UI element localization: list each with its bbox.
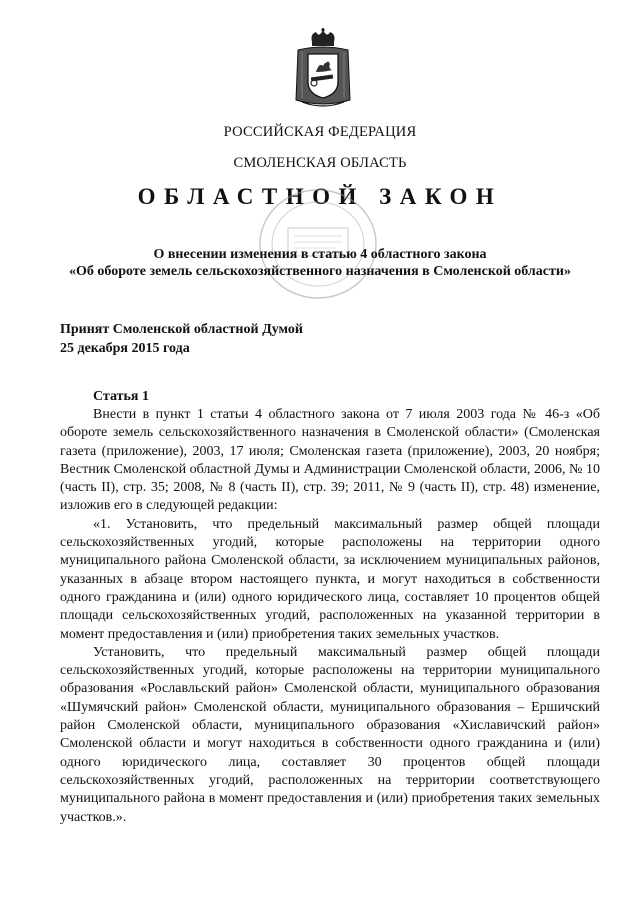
- article-paragraph: «1. Установить, что предельный максимальный размер общей площади сельскохозяйственных угодий, которые расположены на территории одного муниципального района Смоленской области, за исключением муниципальных районов, указанных в абзаце втором настоящего пункта, и могут находиться в собственности одного гражданина и (или) одного юридического лица, составляет 10 процентов общей площади сельскохозяйственных угодий, расположенных на указанной территории в момент предоставления и (или) приобретения таких земельных участков.: [60, 516, 600, 642]
- article-paragraph: Внести в пункт 1 статьи 4 областного закона от 7 июля 2003 года № 46-з «Об обороте земель сельскохозяйственного назначения в Смоленской области» (Смоленская газета (приложение), 2003, 17 июля; Смоленская газета (приложение), 2003, 20 ноября; Вестник Смоленской областной Думы и Администрации Смоленской области, 2006, № 10 (часть II), стр. 35; 2008, № 8 (часть II), стр. 39; 2011, № 9 (часть II), стр. 48) изменение, изложив его в следующей редакции:: [60, 407, 600, 514]
- article-body: [60, 406, 600, 827]
- adoption-info: [60, 320, 303, 358]
- coat-of-arms-icon: [292, 28, 354, 110]
- adoption-body: Принят Смоленской областной Думой: [60, 322, 303, 337]
- article-paragraph: Установить, что предельный максимальный размер общей площади сельскохозяйственных угодий, которые расположены на территории муниципального образования «Рославльский район» Смоленской области, муниципального образования «Шумячский район» Смоленской области, муниципального образования – Ершичский район Смоленской области, муниципального образования «Хиславичский район» Смоленской области и могут находиться в собственности одного гражданина и (или) одного юридического лица, составляет 30 процентов общей площади сельскохозяйственных угодий, расположенных на территории соответствующего муниципального района в момент предоставления и (или) приобретения таких земельных участков.».: [60, 644, 600, 825]
- subject-line-1: О внесении изменения в статью 4 областного закона: [153, 247, 487, 262]
- federation-title: РОССИЙСКАЯ ФЕДЕРАЦИЯ: [223, 124, 417, 140]
- adoption-date: 25 декабря 2015 года: [60, 341, 190, 356]
- article-heading: Статья 1: [93, 389, 149, 404]
- law-subject: [0, 246, 640, 280]
- subject-line-2: «Об обороте земель сельскохозяйственного назначения в Смоленской области»: [69, 264, 571, 279]
- registration-stamp-icon: [254, 184, 382, 304]
- region-title: СМОЛЕНСКАЯ ОБЛАСТЬ: [233, 155, 407, 171]
- law-type-title: ОБЛАСТНОЙ ЗАКОН: [137, 184, 503, 209]
